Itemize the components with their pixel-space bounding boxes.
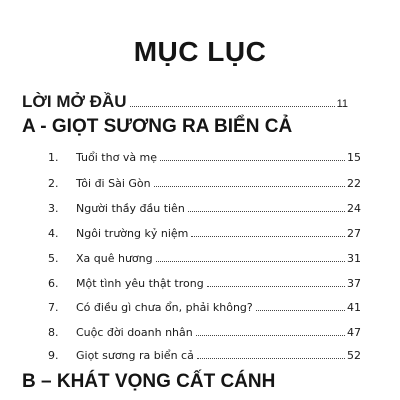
preface-label: LỜI MỞ ĐẦU [22, 92, 127, 111]
toc-item [48, 349, 361, 362]
item-number: 3. [48, 202, 59, 215]
toc-item [48, 326, 361, 339]
item-page-number: 15 [347, 151, 361, 164]
page-title: MỤC LỤC [133, 36, 267, 67]
item-label: Tôi đi Sài Gòn [76, 177, 151, 190]
item-number: 4. [48, 227, 59, 240]
item-page-number: 31 [347, 252, 361, 265]
item-label: Có điều gì chưa ổn, phải không? [76, 301, 253, 314]
item-label: Cuộc đời doanh nhân [76, 326, 193, 339]
dot-leader [156, 261, 345, 262]
toc-item [48, 177, 361, 190]
item-page-number: 52 [347, 349, 361, 362]
dot-leader [196, 335, 345, 336]
item-label: Tuổi thơ và mẹ [76, 151, 158, 164]
dot-leader [191, 236, 345, 237]
dot-leader [207, 286, 345, 287]
item-number: 7. [48, 301, 59, 314]
item-number: 1. [48, 151, 59, 164]
item-number: 5. [48, 252, 59, 265]
item-label: Ngôi trường kỷ niệm [76, 227, 189, 240]
dot-leader [154, 186, 345, 187]
toc-item [48, 277, 361, 290]
dot-leader [256, 310, 345, 311]
dot-leader [160, 160, 345, 161]
toc-item [48, 151, 361, 164]
item-number: 2. [48, 177, 59, 190]
toc-item [48, 202, 361, 215]
item-number: 9. [48, 349, 59, 362]
dot-leader [197, 358, 345, 359]
item-page-number: 47 [347, 326, 361, 339]
item-number: 8. [48, 326, 59, 339]
toc-item [48, 252, 361, 265]
item-label: Xa quê hương [76, 252, 153, 265]
item-label: Một tình yêu thật trong [76, 277, 204, 290]
item-page-number: 37 [347, 277, 361, 290]
item-page-number: 27 [347, 227, 361, 240]
toc-item [48, 227, 361, 240]
item-page-number: 24 [347, 202, 361, 215]
item-page-number: 41 [347, 301, 361, 314]
dot-leader [130, 106, 335, 107]
item-label: Giọt sương ra biển cả [76, 349, 194, 362]
item-page-number: 22 [347, 177, 361, 190]
item-number: 6. [48, 277, 59, 290]
dot-leader [188, 211, 345, 212]
toc-item [48, 301, 361, 314]
section-b-heading: B – KHÁT VỌNG CẤT CÁNH [22, 371, 276, 392]
section-a-heading: A - GIỌT SƯƠNG RA BIỂN CẢ [22, 116, 293, 137]
toc-preface-entry [22, 92, 348, 112]
preface-page-number: 11 [336, 98, 348, 110]
item-label: Người thầy đầu tiên [76, 202, 185, 215]
